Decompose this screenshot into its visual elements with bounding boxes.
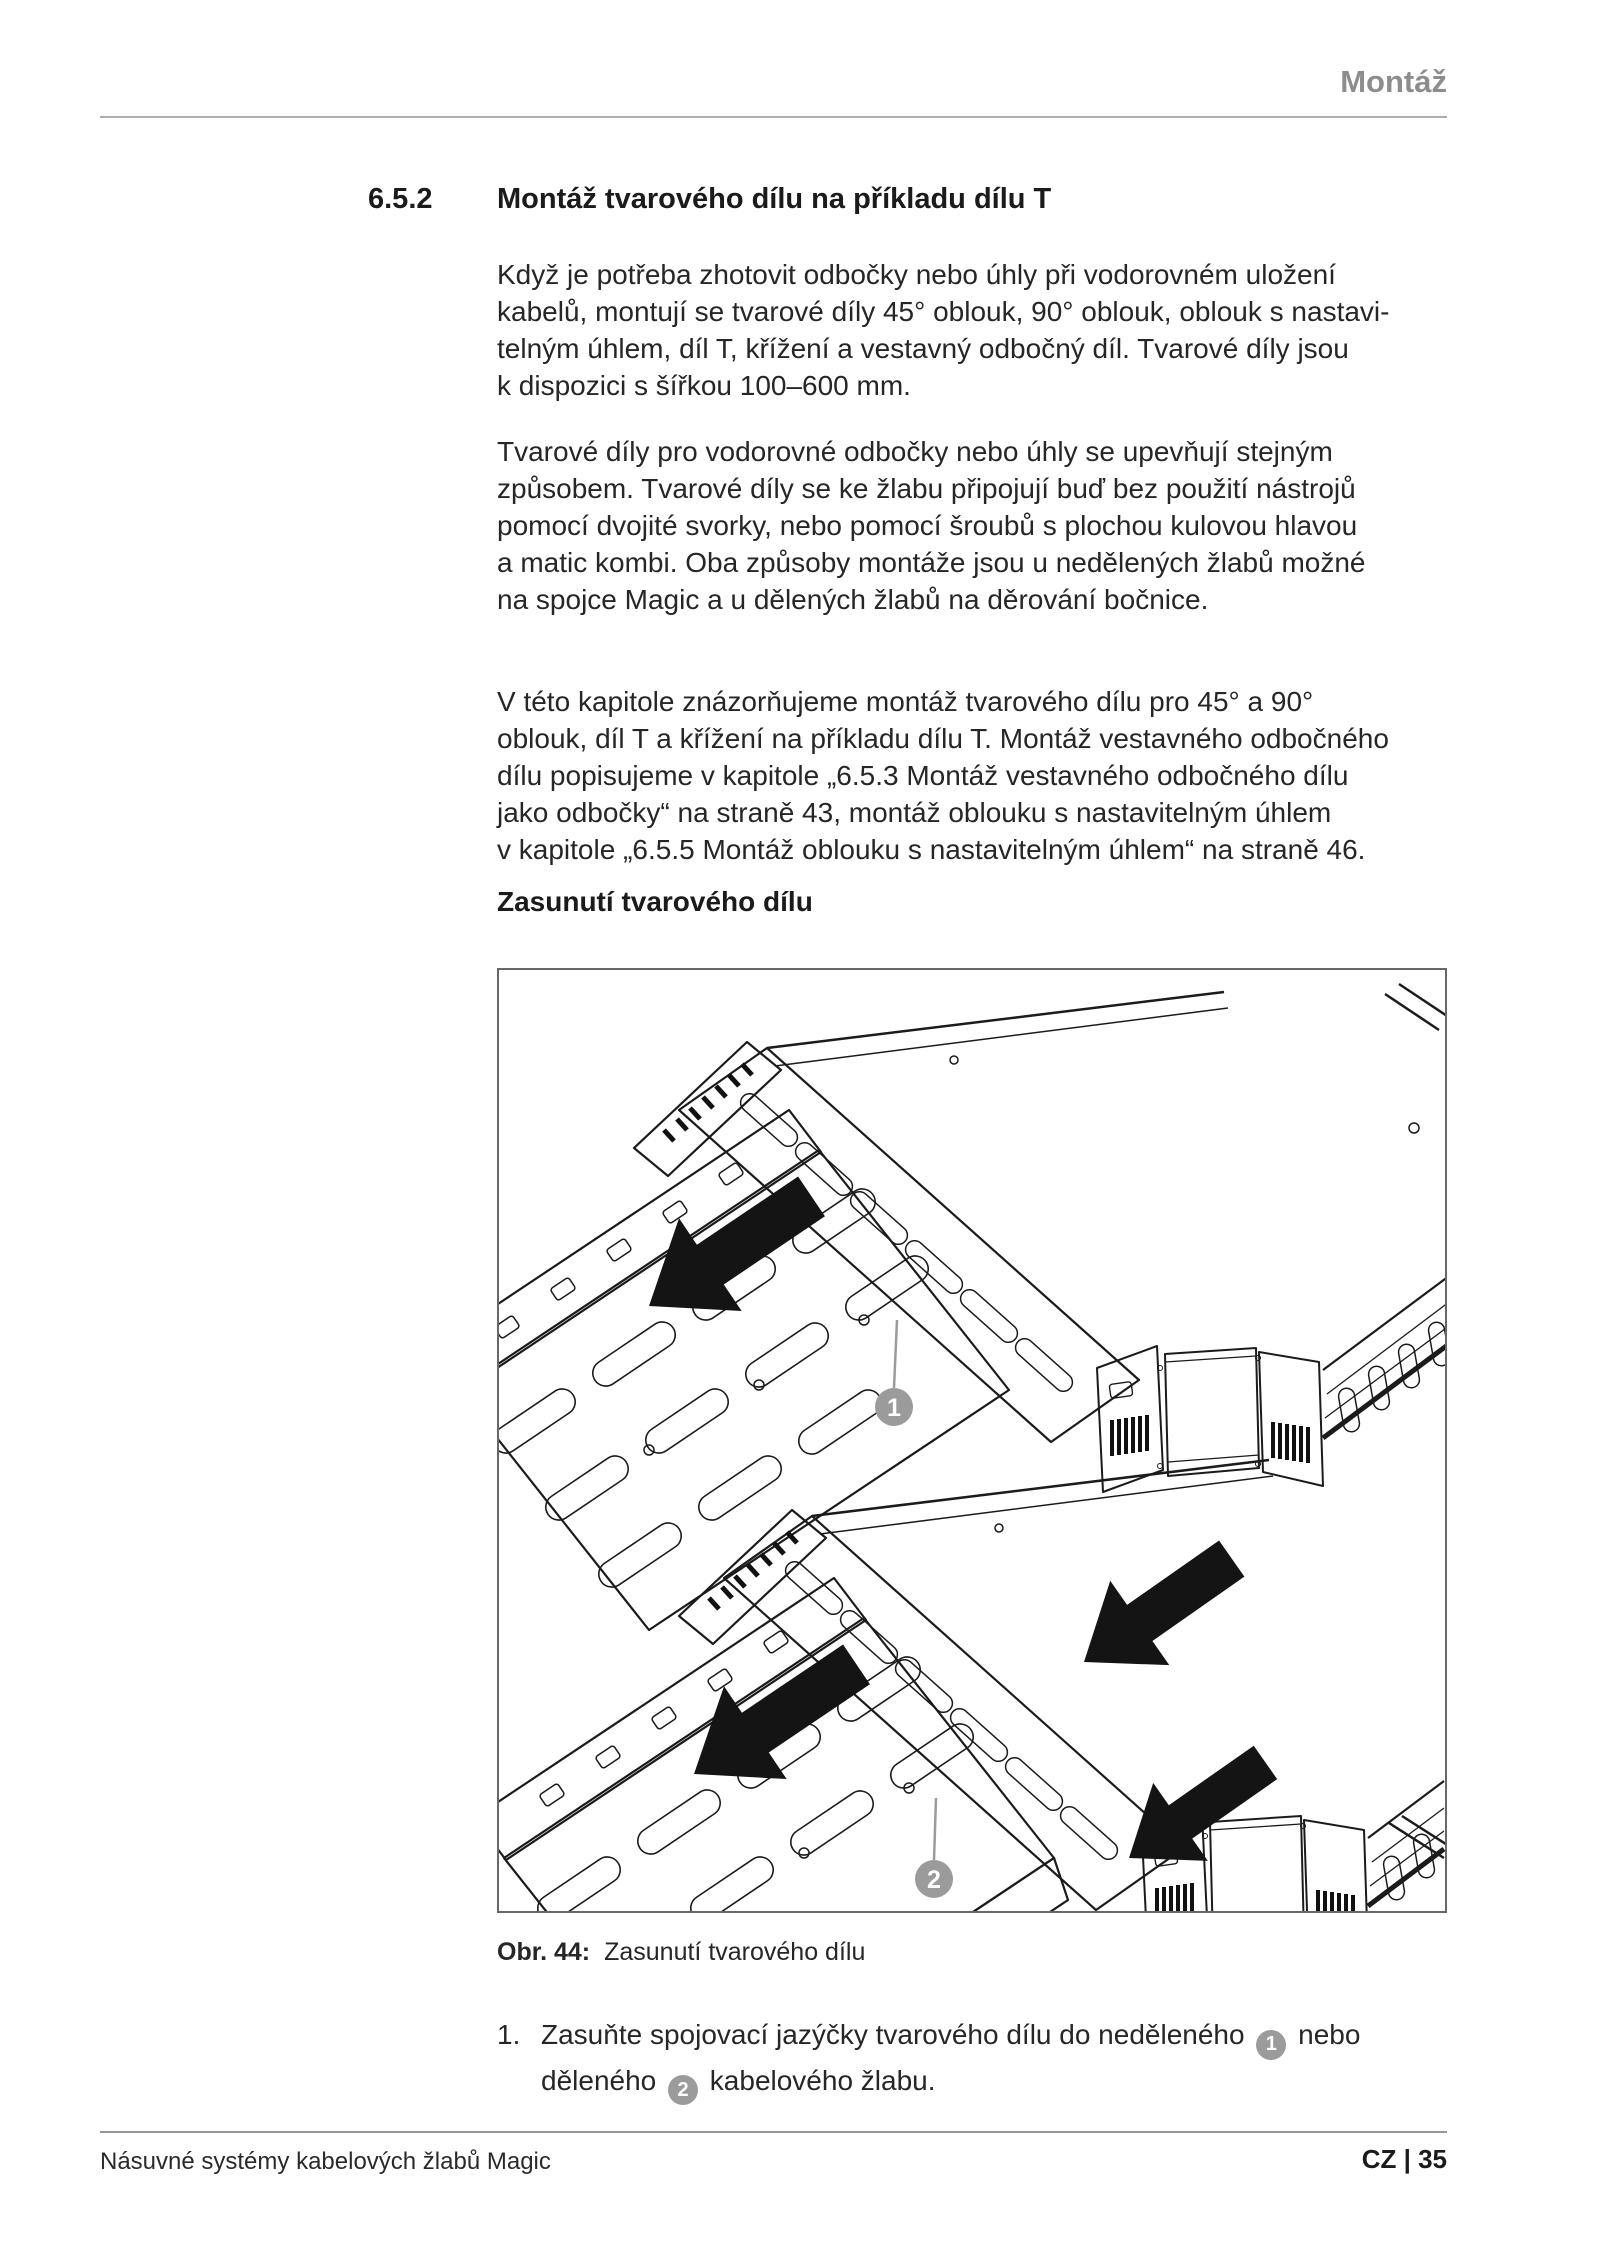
diagram-undivided-tray <box>499 984 1445 1704</box>
figure-marker-2-label: 2 <box>927 1866 941 1894</box>
section-title: Montáž tvarového dílu na příkladu dílu T <box>497 183 1052 215</box>
right-tray-rail <box>1368 1781 1444 1906</box>
paragraph-line: v kapitole „6.5.5 Montáž oblouku s nastavitelným úhlem“ na straně 46. <box>497 834 1366 865</box>
figure-marker-1 <box>875 1320 913 1426</box>
footer-page-number: CZ | 35 <box>1361 2144 1447 2174</box>
figure-subheading: Zasunutí tvarového dílu <box>497 886 813 917</box>
step-text-part: nebo <box>1298 2019 1361 2050</box>
connector-end-plate <box>634 1042 781 1176</box>
figure-caption <box>497 1938 865 1967</box>
figure-caption-label: Obr. 44: <box>497 1938 591 1966</box>
step-text-part: kabelového žlabu. <box>709 2064 936 2096</box>
header-rule <box>100 116 1447 118</box>
figure-caption-text: Zasunutí tvarového dílu <box>604 1938 866 1966</box>
middle-connector-assembly <box>1097 1346 1323 1492</box>
figure-illustration <box>497 968 1447 1913</box>
paragraph-line: oblouk, díl T a křížení na příkladu dílu T. Montáž vestavného odbočného <box>497 723 1389 754</box>
diagram-divided-tray <box>499 1460 1445 1911</box>
marker-2-badge-icon: 2 <box>668 2075 698 2105</box>
paragraph-line: telným úhlem, díl T, křížení a vestavný odbočný díl. Tvarové díly jsou <box>497 333 1349 364</box>
right-tray-rail <box>1323 1276 1445 1438</box>
paragraph-line: k dispozici s šířkou 100–600 mm. <box>497 370 911 401</box>
insertion-arrow-icon <box>1054 1516 1261 1704</box>
footer-rule <box>100 2131 1447 2133</box>
page-header-title: Montáž <box>1340 64 1447 99</box>
insertion-arrow-icon <box>1102 1723 1293 1897</box>
insertion-arrow-icon <box>663 1618 888 1820</box>
marker-1-badge-icon: 1 <box>1256 2030 1286 2060</box>
paragraph-line: a matic kombi. Oba způsoby montáže jsou u nedělených žlabů možné <box>497 547 1366 578</box>
paragraph-line: V této kapitole znázorňujeme montáž tvarového dílu pro 45° a 90° <box>497 686 1314 717</box>
step-text-part: děleného <box>541 2064 657 2096</box>
cable-tray-drawing <box>499 970 1445 1911</box>
paragraph-line: dílu popisujeme v kapitole „6.5.3 Montáž vestavného odbočného dílu <box>497 760 1349 791</box>
figure-marker-1-label: 1 <box>887 1394 901 1422</box>
paragraph-line: jako odbočky“ na straně 43, montáž oblouku s nastavitelným úhlem <box>497 797 1332 828</box>
insertion-arrow-icon <box>618 1150 843 1352</box>
paragraph-line: Tvarové díly pro vodorovné odbočky nebo úhly se upevňují stejným <box>497 436 1333 467</box>
paragraph-line: kabelů, montují se tvarové díly 45° oblouk, 90° oblouk, oblouk s nastavi- <box>497 296 1390 327</box>
paragraph-1 <box>497 256 1427 404</box>
section-number: 6.5.2 <box>368 183 433 215</box>
footer-document-title: Násuvné systémy kabelových žlabů Magic <box>100 2148 551 2175</box>
paragraph-line: způsobem. Tvarové díly se ke žlabu připojují buď bez použití nástrojů <box>497 473 1356 504</box>
paragraph-line: na spojce Magic a u dělených žlabů na děrování bočnice. <box>497 584 1209 615</box>
figure-marker-2 <box>915 1798 953 1898</box>
instruction-step-1 <box>497 2014 1397 2105</box>
step-text-part: Zasuňte spojovací jazýčky tvarového dílu do neděleného <box>541 2019 1245 2050</box>
divided-tray-side-wall <box>694 1858 1068 1911</box>
connector-end-plate <box>679 1510 826 1644</box>
paragraph-line: pomocí dvojité svorky, nebo pomocí šroubů s plochou kulovou hlavou <box>497 510 1358 541</box>
receiving-tray-deck <box>504 1618 1054 1911</box>
paragraph-line: Když je potřeba zhotovit odbočky nebo úhly při vodorovném uložení <box>497 259 1336 290</box>
step-text <box>541 2014 1397 2105</box>
paragraph-3 <box>497 683 1427 868</box>
step-number: 1. <box>497 2019 521 2050</box>
paragraph-2 <box>497 433 1427 618</box>
